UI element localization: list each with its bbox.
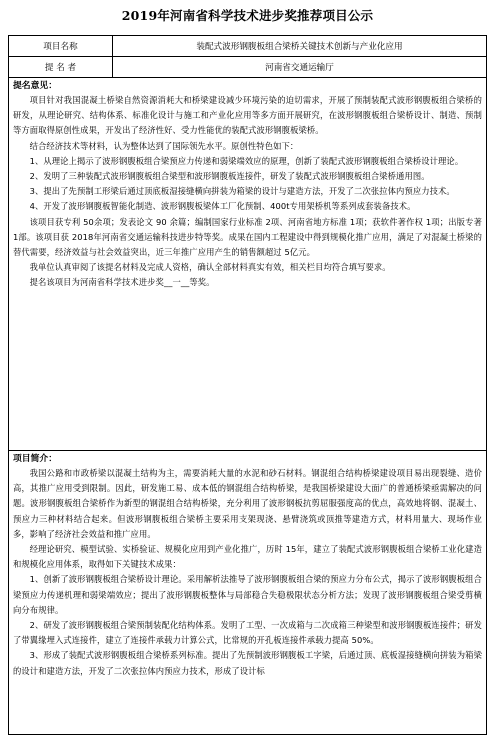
intro-heading: 项目简介： [13, 454, 57, 464]
project-name-label: 项目名称 [9, 36, 113, 56]
nominator-row [9, 57, 486, 78]
opinion-paragraph: 提名该项目为河南省科学技术进步奖__一__等奖。 [29, 277, 215, 288]
intro-paragraph: 我国公路和市政桥梁以混凝土结构为主，需要消耗大量的水泥和砂石材料。钢混组合结构桥梁建设项目易出现裂缝、造价高，其推广应用受到限制。因此，研发施工易、成本低的钢混组合结构桥梁，是我国桥梁建设大面广的普通桥梁亟需解决的问题。波形钢腹板组合梁桥作为新型的钢混组合结构桥梁，充分利用了波形钢板抗剪屈服强度高的优点，高效地将钢、混凝土、预应力三种材料结合起来。但波形钢腹板组合梁桥主要采用支架现浇、悬臂浇筑或顶推等建造方式，材料用量大、现场作业多，影响了经济社会效益和推广应用。 [13, 468, 482, 539]
intro-paragraph: 经理论研究、模型试验、实桥验证、规模化应用到产业化推广，历时 15年，建立了装配式波形钢腹板组合梁桥工业化建造和规模化应用体系，取得如下关键技术成果： [13, 544, 482, 570]
page-title: 2019年河南省科学技术进步奖推荐项目公示 [121, 8, 374, 23]
announcement-table [8, 35, 487, 735]
project-name-row [9, 36, 486, 57]
opinion-paragraph: 项目针对我国混凝土桥梁自然资源消耗大和桥梁建设减少环境污染的迫切需求，开展了预制装配式波形钢腹板组合梁桥的研发，从理论研究、结构体系、标准化设计与施工和产业化应用等多方面开展研究，在波形钢腹板组合梁桥设计、制造、预制等方面取得原创性成果，开发出了经济性好、受力性能优的装配式波形钢腹板梁桥。 [13, 95, 482, 136]
intro-paragraph: 2、研发了波形钢腹板组合梁预制装配化结构体系。发明了工型、一次成箱与二次成箱三种梁型和波形钢腹板连接件；研发了带翼缘埋入式连接件，建立了连接件承载力计算公式，比常规的开孔板连接件承载力提高 50%。 [13, 620, 482, 646]
intro-paragraph: 1、创新了波形钢腹板组合梁桥设计理论。采用解析法推导了波形钢腹板组合梁的预应力分布公式，揭示了波形钢腹板组合梁预应力传递机理和弱梁端效应；提出了波形钢腹板整体与局部稳合失稳极限状态分析方法；发现了波形钢腹板组合梁受剪横向分布规律。 [13, 574, 482, 615]
opinion-paragraph: 2、发明了三种装配式波形钢腹板组合梁型和波形钢腹板连接件，研发了装配式波形钢腹板组合梁桥通用图。 [29, 171, 430, 182]
nominator-label: 提 名 者 [9, 57, 113, 77]
opinion-paragraph: 3、提出了先预制工形梁后通过顶底板湿接缝横向拼装为箱梁的设计与建造方法，开发了二次张拉体内预应力技术。 [29, 186, 455, 197]
project-intro-section [9, 451, 486, 733]
nominator-value: 河南省交通运输厅 [265, 63, 334, 73]
opinion-paragraph: 我单位认真审阅了该提名材料及完成人资格，确认全部材料真实有效，相关栏目均符合填写要求。 [29, 262, 391, 273]
nomination-opinion-section [9, 78, 486, 451]
project-name-value: 装配式波形钢腹板组合梁桥关键技术创新与产业化应用 [196, 42, 403, 52]
opinion-heading: 提名意见： [13, 81, 57, 91]
opinion-paragraph: 1、从理论上揭示了波形钢腹板组合梁预应力传递和弱梁端效应的原理，创新了装配式波形钢腹板组合梁桥设计理论。 [29, 155, 464, 166]
opinion-paragraph: 结合经济技术等材料，认为整体达到了国际领先水平。原创性特色如下： [29, 140, 299, 151]
opinion-paragraph: 该项目获专利 50余项；发表论文 90 余篇；编制国家行业标准 2项、河南省地方标准 1项；获软件著作权 1项；出版专著 1部。该项目获 2018年河南省交通运输科技进步特等奖。成果在国内工程建设中得到规模化推广应用，满足了对混凝土桥梁的替代需要，经济效益与社会效益突出，近三年推广应用产生的销售额超过 5亿元。 [13, 216, 482, 258]
opinion-paragraph: 4、开发了波形钢腹板智能化制造、波形钢腹板梁体工厂化预制、400t专用架桥机等系列成套装备技术。 [29, 201, 416, 212]
intro-paragraph: 3、形成了装配式波形钢腹板组合梁桥系列标准。提出了先预制波形钢腹板工字梁，后通过顶、底板湿接缝横向拼装为箱梁的设计和建造方法，开发了二次张拉体内预应力技术，形成了设计标 [13, 650, 482, 676]
